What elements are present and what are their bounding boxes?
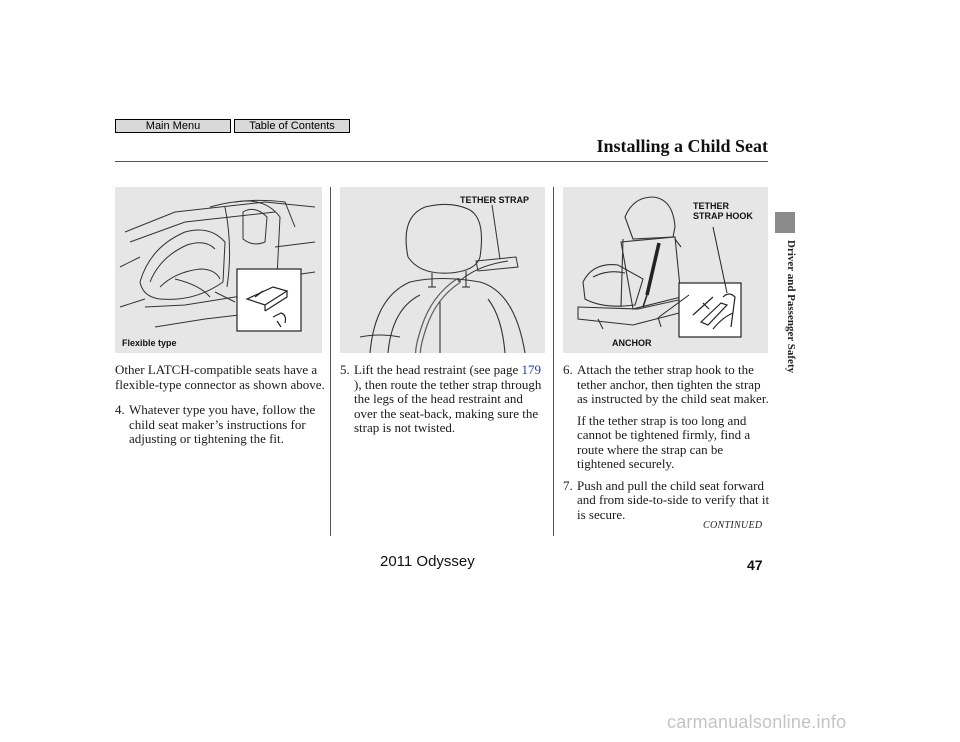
vehicle-model-label: 2011 Odyssey: [380, 553, 475, 570]
section-tab-marker: [775, 212, 795, 233]
step-6: [563, 363, 773, 407]
step-text: Push and pull the child seat forward and from side-to-side to verify that it is secure.: [577, 477, 770, 522]
left-column-text: [115, 363, 325, 447]
tether-strap-illustration: [340, 187, 545, 353]
continued-label: CONTINUED: [703, 520, 763, 531]
middle-column-text: [340, 363, 545, 436]
page-number: 47: [747, 557, 763, 573]
flexible-connector-illustration: [115, 187, 322, 353]
step-number: 4.: [115, 402, 125, 417]
illustration-callout: Flexible type: [122, 338, 177, 348]
step-4: [115, 403, 325, 447]
step-5: [340, 363, 545, 436]
anchor-callout: ANCHOR: [612, 338, 652, 348]
intro-paragraph: Other LATCH-compatible seats have a flexible-type connector as shown above.: [115, 362, 325, 392]
step-text: Attach the tether strap hook to the tether anchor, then tighten the strap as instructed by the child seat maker.: [577, 362, 769, 406]
column-divider: [330, 187, 331, 536]
step-7: [563, 479, 773, 523]
page-title: Installing a Child Seat: [596, 136, 768, 156]
right-column-text: [563, 363, 773, 522]
main-menu-button[interactable]: Main Menu: [115, 119, 231, 133]
header-divider: [115, 161, 768, 162]
step-text: Whatever type you have, follow the child seat maker’s instructions for adjusting or tightening the fit.: [129, 402, 316, 446]
step-text: Lift the head restraint (see page: [354, 362, 519, 377]
step-number: 5.: [340, 362, 350, 377]
tether-anchor-illustration: [563, 187, 768, 353]
column-divider: [553, 187, 554, 536]
section-tab-label: Driver and Passenger Safety: [785, 240, 797, 374]
tether-strap-hook-callout: TETHER STRAP HOOK: [693, 201, 753, 221]
step-number: 6.: [563, 362, 573, 377]
tether-strap-callout: TETHER STRAP: [460, 195, 530, 205]
page-reference-link[interactable]: 179: [521, 362, 541, 377]
table-of-contents-button[interactable]: Table of Contents: [234, 119, 350, 133]
step-6-note: If the tether strap is too long and cannot be tightened firmly, find a route where the strap can be tightened securely.: [577, 412, 751, 471]
watermark: carmanualsonline.info: [667, 712, 847, 732]
step-number: 7.: [563, 477, 573, 493]
step-text-continued: ), then route the tether strap through the legs of the head restraint and over the seat-back, making sure the strap is not twisted.: [354, 376, 542, 435]
